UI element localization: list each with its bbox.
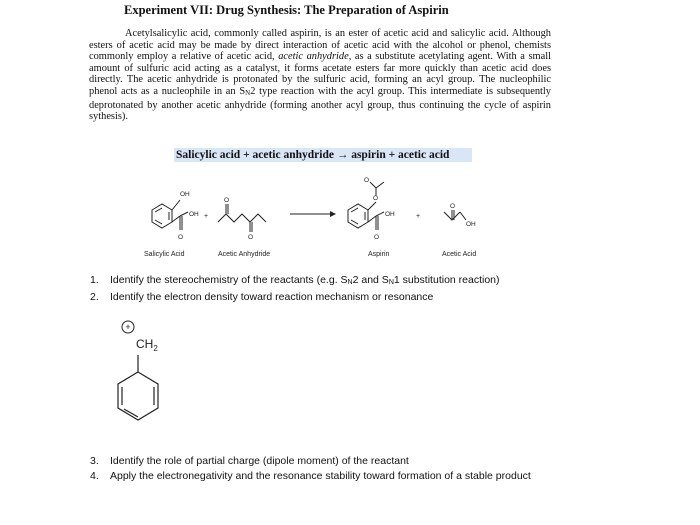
question-subscript: N <box>347 279 353 286</box>
acetic-anhydride-structure <box>218 204 266 232</box>
question-item <box>90 469 560 484</box>
question-number: 1. <box>90 274 99 286</box>
plus-sign-2: + <box>416 213 421 220</box>
ch2-group-subscript: 2 <box>153 344 158 353</box>
acetic-acid-structure <box>444 210 466 220</box>
atom-o-2: O <box>224 197 230 204</box>
plus-sign-1: + <box>204 213 209 220</box>
positive-charge-symbol: + <box>125 322 131 332</box>
label-aspirin: Aspirin <box>368 251 390 258</box>
paragraph-part-2: , as a substitute acetylating agent. With a small amount of sulfuric acid acting as a catalyst, it forms acetate esters far more quickly than acetic acid does directly. The acetic anhydride is protonated by the sulfuric acid, forming an acyl group. The nucleophilic phenol acts as a nucleophile in an S <box>89 51 551 97</box>
ch2-group-label <box>136 337 158 353</box>
aspirin-structure <box>348 182 384 230</box>
benzyl-cation-structure <box>100 315 190 433</box>
label-acetic-acid: Acetic Acid <box>442 251 477 258</box>
reaction-scheme <box>140 166 500 262</box>
intro-paragraph <box>89 28 551 123</box>
question-text-pre: Identify the stereochemistry of the reactants (e.g. S <box>110 274 348 286</box>
atom-o-5: O <box>373 195 379 202</box>
question-list-2 <box>90 454 560 484</box>
question-text: Identify the electron density toward reaction mechanism or resonance <box>110 291 434 303</box>
question-item <box>90 273 560 290</box>
question-subscript: N <box>388 279 394 286</box>
atom-oh-4: OH <box>466 221 476 228</box>
page-title: Experiment VII: Drug Synthesis: The Preparation of Aspirin <box>124 3 449 17</box>
label-salicylic-acid: Salicylic Acid <box>144 251 185 258</box>
label-acetic-anhydride: Acetic Anhydride <box>218 251 271 258</box>
atom-o-3: O <box>248 234 254 241</box>
ch2-group-text: CH <box>136 337 154 351</box>
atom-oh-2: OH <box>189 211 199 218</box>
question-item <box>90 290 560 305</box>
paragraph-subscript: N <box>245 88 251 97</box>
salicylic-acid-structure <box>152 200 188 230</box>
atom-o-7: O <box>450 203 456 210</box>
paragraph-part-1: Acetylsalicylic acid, commonly called aspirin, is an ester of acetic acid and salicylic acid. Although esters of acetic acid may be made by direct interaction of acetic acid with the alcohol or phenol, chemists commonly employ a relative of acetic acid, <box>89 28 551 63</box>
atom-o-1: O <box>178 234 184 241</box>
question-text: Apply the electronegativity and the resonance stability toward formation of a stable product <box>110 470 531 482</box>
atom-o-4: O <box>364 177 370 184</box>
question-list-1 <box>90 273 560 305</box>
question-number: 3. <box>90 455 99 467</box>
atom-o-6: O <box>374 234 380 241</box>
reaction-arrowhead <box>330 211 336 217</box>
reaction-equation-heading: Salicylic acid + acetic anhydride → aspirin + acetic acid <box>174 148 472 162</box>
atom-oh-1: OH <box>180 191 190 198</box>
benzene-ring <box>118 372 158 420</box>
paragraph-italic: acetic anhydride <box>278 51 349 63</box>
question-text-post: 1 substitution reaction) <box>393 274 500 286</box>
paragraph-part-3: 2 type reaction with the acyl group. This intermediate is subsequently deprotonated by another acetic anhydride (forming another acyl group, thus continuing the cycle of aspirin sythesis). <box>89 85 552 123</box>
question-text-mid: 2 and S <box>352 274 389 286</box>
question-item <box>90 454 560 469</box>
question-number: 4. <box>90 470 99 482</box>
question-number: 2. <box>90 291 99 303</box>
atom-oh-3: OH <box>385 211 395 218</box>
question-text: Identify the role of partial charge (dipole moment) of the reactant <box>110 455 409 467</box>
